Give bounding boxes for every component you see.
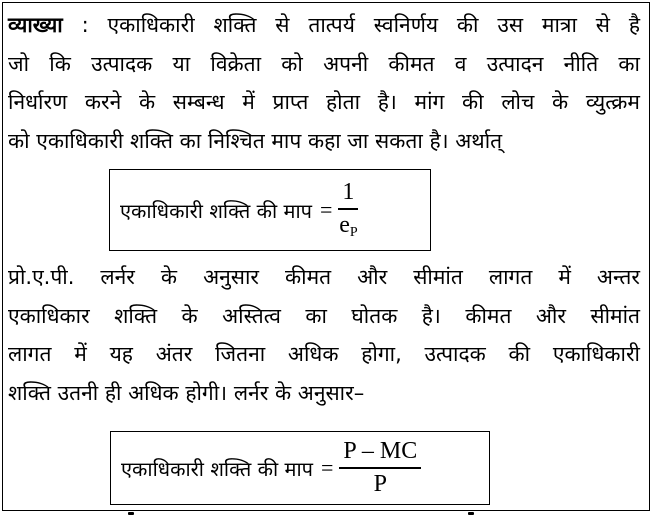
explanation-keyword: व्याख्या xyxy=(8,13,63,37)
fraction-denominator: P xyxy=(373,470,387,497)
paragraph-line: जो कि उत्पादक या विक्रेता को अपनी कीमत व उत्पादन नीति का xyxy=(8,51,640,76)
formula-box-inverse-elasticity xyxy=(109,169,431,251)
paragraph-line: को एकाधिकारी शक्ति का निश्चित माप कहा जा सकता है। अर्थात् xyxy=(8,128,503,153)
paragraph-line: लागत में यह अंतर जितना अधिक होगा, उत्पादक की एकाधिकारी xyxy=(8,342,640,366)
paragraph-line: व्याख्या : एकाधिकारी शक्ति से तात्पर्य स्वनिर्णय की उस मात्रा से है xyxy=(8,13,640,37)
text-fragment xyxy=(468,512,474,515)
lerner-paragraph xyxy=(8,258,640,412)
fraction-numerator: 1 xyxy=(342,179,355,206)
formula-label: एकाधिकारी शक्ति की माप xyxy=(121,456,313,481)
formula-label: एकाधिकारी शक्ति की माप xyxy=(120,198,312,223)
equals-sign: = xyxy=(320,197,333,222)
fraction-numerator: P – MC xyxy=(343,438,418,465)
paragraph-line: प्रो.ए.पी. लर्नर के अनुसार कीमत और सीमांत लागत में अन्तर xyxy=(8,265,640,289)
paragraph-line: शक्ति उतनी ही अधिक होगी। लर्नर के अनुसार– xyxy=(8,380,365,405)
text-fragment xyxy=(128,512,134,515)
equals-sign: = xyxy=(321,455,334,480)
formula-box-lerner-index xyxy=(110,431,490,505)
paragraph-line: निर्धारण करने के सम्बन्ध में प्राप्त होता है। मांग की लोच के व्युत्क्रम xyxy=(8,90,640,114)
explanation-paragraph xyxy=(8,6,640,160)
fraction xyxy=(339,438,421,498)
fraction xyxy=(338,179,358,241)
cropped-next-line-fragments xyxy=(0,512,654,517)
fraction-denominator: $e_P$ xyxy=(339,211,358,240)
paragraph-line: एकाधिकार शक्ति के अस्तित्व का घोतक है। कीमत और सीमांत xyxy=(8,303,640,328)
denominator-subscript: P xyxy=(349,224,358,240)
